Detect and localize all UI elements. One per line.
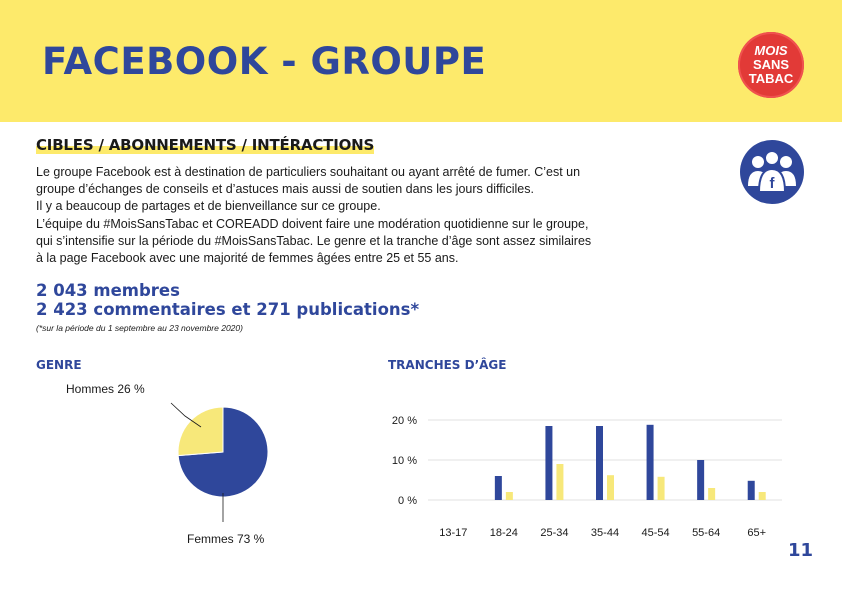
genre-chart-title: GENRE xyxy=(36,358,82,372)
bar-yellow-65+ xyxy=(759,492,766,500)
description-line: qui s’intensifie sur la période du #MoisSansTabac. Le genre et la tranche d’âge sont assez similaires xyxy=(36,233,592,248)
logo-line-3: TABAC xyxy=(748,71,794,86)
logo-line-1: MOIS xyxy=(754,43,788,58)
x-tick-label: 45-54 xyxy=(641,527,670,539)
pie-label-femmes: Femmes 73 % xyxy=(187,532,265,546)
y-tick-label: 20 % xyxy=(391,415,417,427)
bar-yellow-45-54 xyxy=(658,477,665,500)
bar-blue-25-34 xyxy=(545,426,552,500)
section-title: CIBLES / ABONNEMENTS / INTÉRACTIONS xyxy=(36,136,375,154)
bar-blue-18-24 xyxy=(495,476,502,500)
pie-label-hommes: Hommes 26 % xyxy=(66,382,145,396)
description-line: groupe d’échanges de conseils et d’astuces mais aussi de soutien dans les jours difficiles. xyxy=(36,182,534,197)
bar-yellow-35-44 xyxy=(607,475,614,500)
description-line: Il y a beaucoup de partages et de bienveillance sur ce groupe. xyxy=(36,199,381,214)
x-tick-label: 13-17 xyxy=(439,527,468,539)
footnote: (*sur la période du 1 septembre au 23 novembre 2020) xyxy=(36,323,243,333)
bar-yellow-18-24 xyxy=(506,492,513,500)
age-chart-title: TRANCHES D’ÂGE xyxy=(388,358,507,372)
y-tick-label: 10 % xyxy=(391,455,417,467)
x-tick-label: 65+ xyxy=(747,527,767,539)
svg-text:f: f xyxy=(769,175,775,192)
bar-blue-55-64 xyxy=(697,460,704,500)
x-tick-label: 25-34 xyxy=(540,527,569,539)
x-tick-label: 35-44 xyxy=(590,527,620,539)
logo-line-2: SANS xyxy=(752,57,790,72)
bar-yellow-25-34 xyxy=(556,464,563,500)
bar-blue-65+ xyxy=(748,481,755,500)
description-line: Le groupe Facebook est à destination de particuliers souhaitant ou ayant arrêté de fumer. C’est un xyxy=(36,165,581,179)
bar-yellow-55-64 xyxy=(708,488,715,500)
x-tick-label: 18-24 xyxy=(489,527,518,539)
page-number: 11 xyxy=(788,540,814,561)
bar-blue-35-44 xyxy=(596,426,603,500)
page-title: FACEBOOK - GROUPE xyxy=(42,40,487,83)
y-tick-label: 0 % xyxy=(398,495,417,507)
interactions-count: 2 423 commentaires et 271 publications* xyxy=(36,300,420,319)
members-count: 2 043 membres xyxy=(36,281,180,300)
description-line: à la page Facebook avec une majorité de femmes âgées entre 25 et 55 ans. xyxy=(36,251,459,266)
bar-blue-45-54 xyxy=(647,425,654,500)
x-tick-label: 55-64 xyxy=(692,527,721,539)
description-line: L’équipe du #MoisSansTabac et COREADD doivent faire une modération quotidienne sur le groupe, xyxy=(36,216,589,231)
